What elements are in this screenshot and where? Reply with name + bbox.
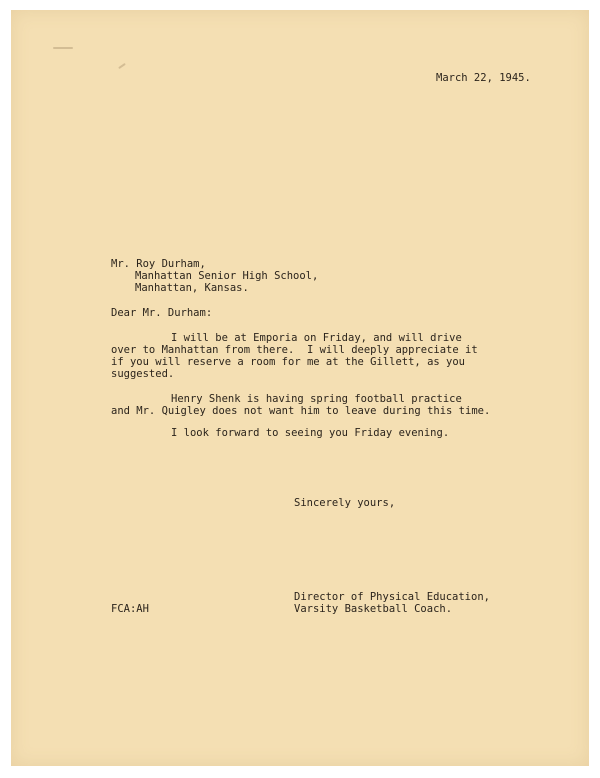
signature-title-line-2: Varsity Basketball Coach. bbox=[294, 603, 453, 615]
letter-page bbox=[11, 10, 589, 766]
paper-mark bbox=[53, 47, 73, 49]
recipient-name: Mr. Roy Durham, bbox=[111, 258, 206, 270]
typist-initials: FCA:AH bbox=[111, 603, 149, 615]
signature-title-line-1: Director of Physical Education, bbox=[294, 591, 490, 603]
paragraph-2-line-2: and Mr. Quigley does not want him to leave during this time. bbox=[111, 405, 491, 417]
letter-date: March 22, 1945. bbox=[436, 72, 531, 84]
paragraph-2-line-1: Henry Shenk is having spring football practice bbox=[171, 393, 462, 405]
paragraph-1-line-3: if you will reserve a room for me at the Gillett, as you bbox=[111, 356, 466, 368]
recipient-city: Manhattan, Kansas. bbox=[135, 282, 249, 294]
salutation: Dear Mr. Durham: bbox=[111, 307, 213, 319]
paragraph-3: I look forward to seeing you Friday evening. bbox=[171, 427, 450, 439]
closing: Sincerely yours, bbox=[294, 497, 396, 509]
paragraph-1-line-1: I will be at Emporia on Friday, and will drive bbox=[171, 332, 462, 344]
paragraph-1-line-2: over to Manhattan from there. I will deeply appreciate it bbox=[111, 344, 478, 356]
paper-mark bbox=[118, 63, 126, 69]
recipient-school: Manhattan Senior High School, bbox=[135, 270, 319, 282]
paragraph-1-line-4: suggested. bbox=[111, 368, 175, 380]
